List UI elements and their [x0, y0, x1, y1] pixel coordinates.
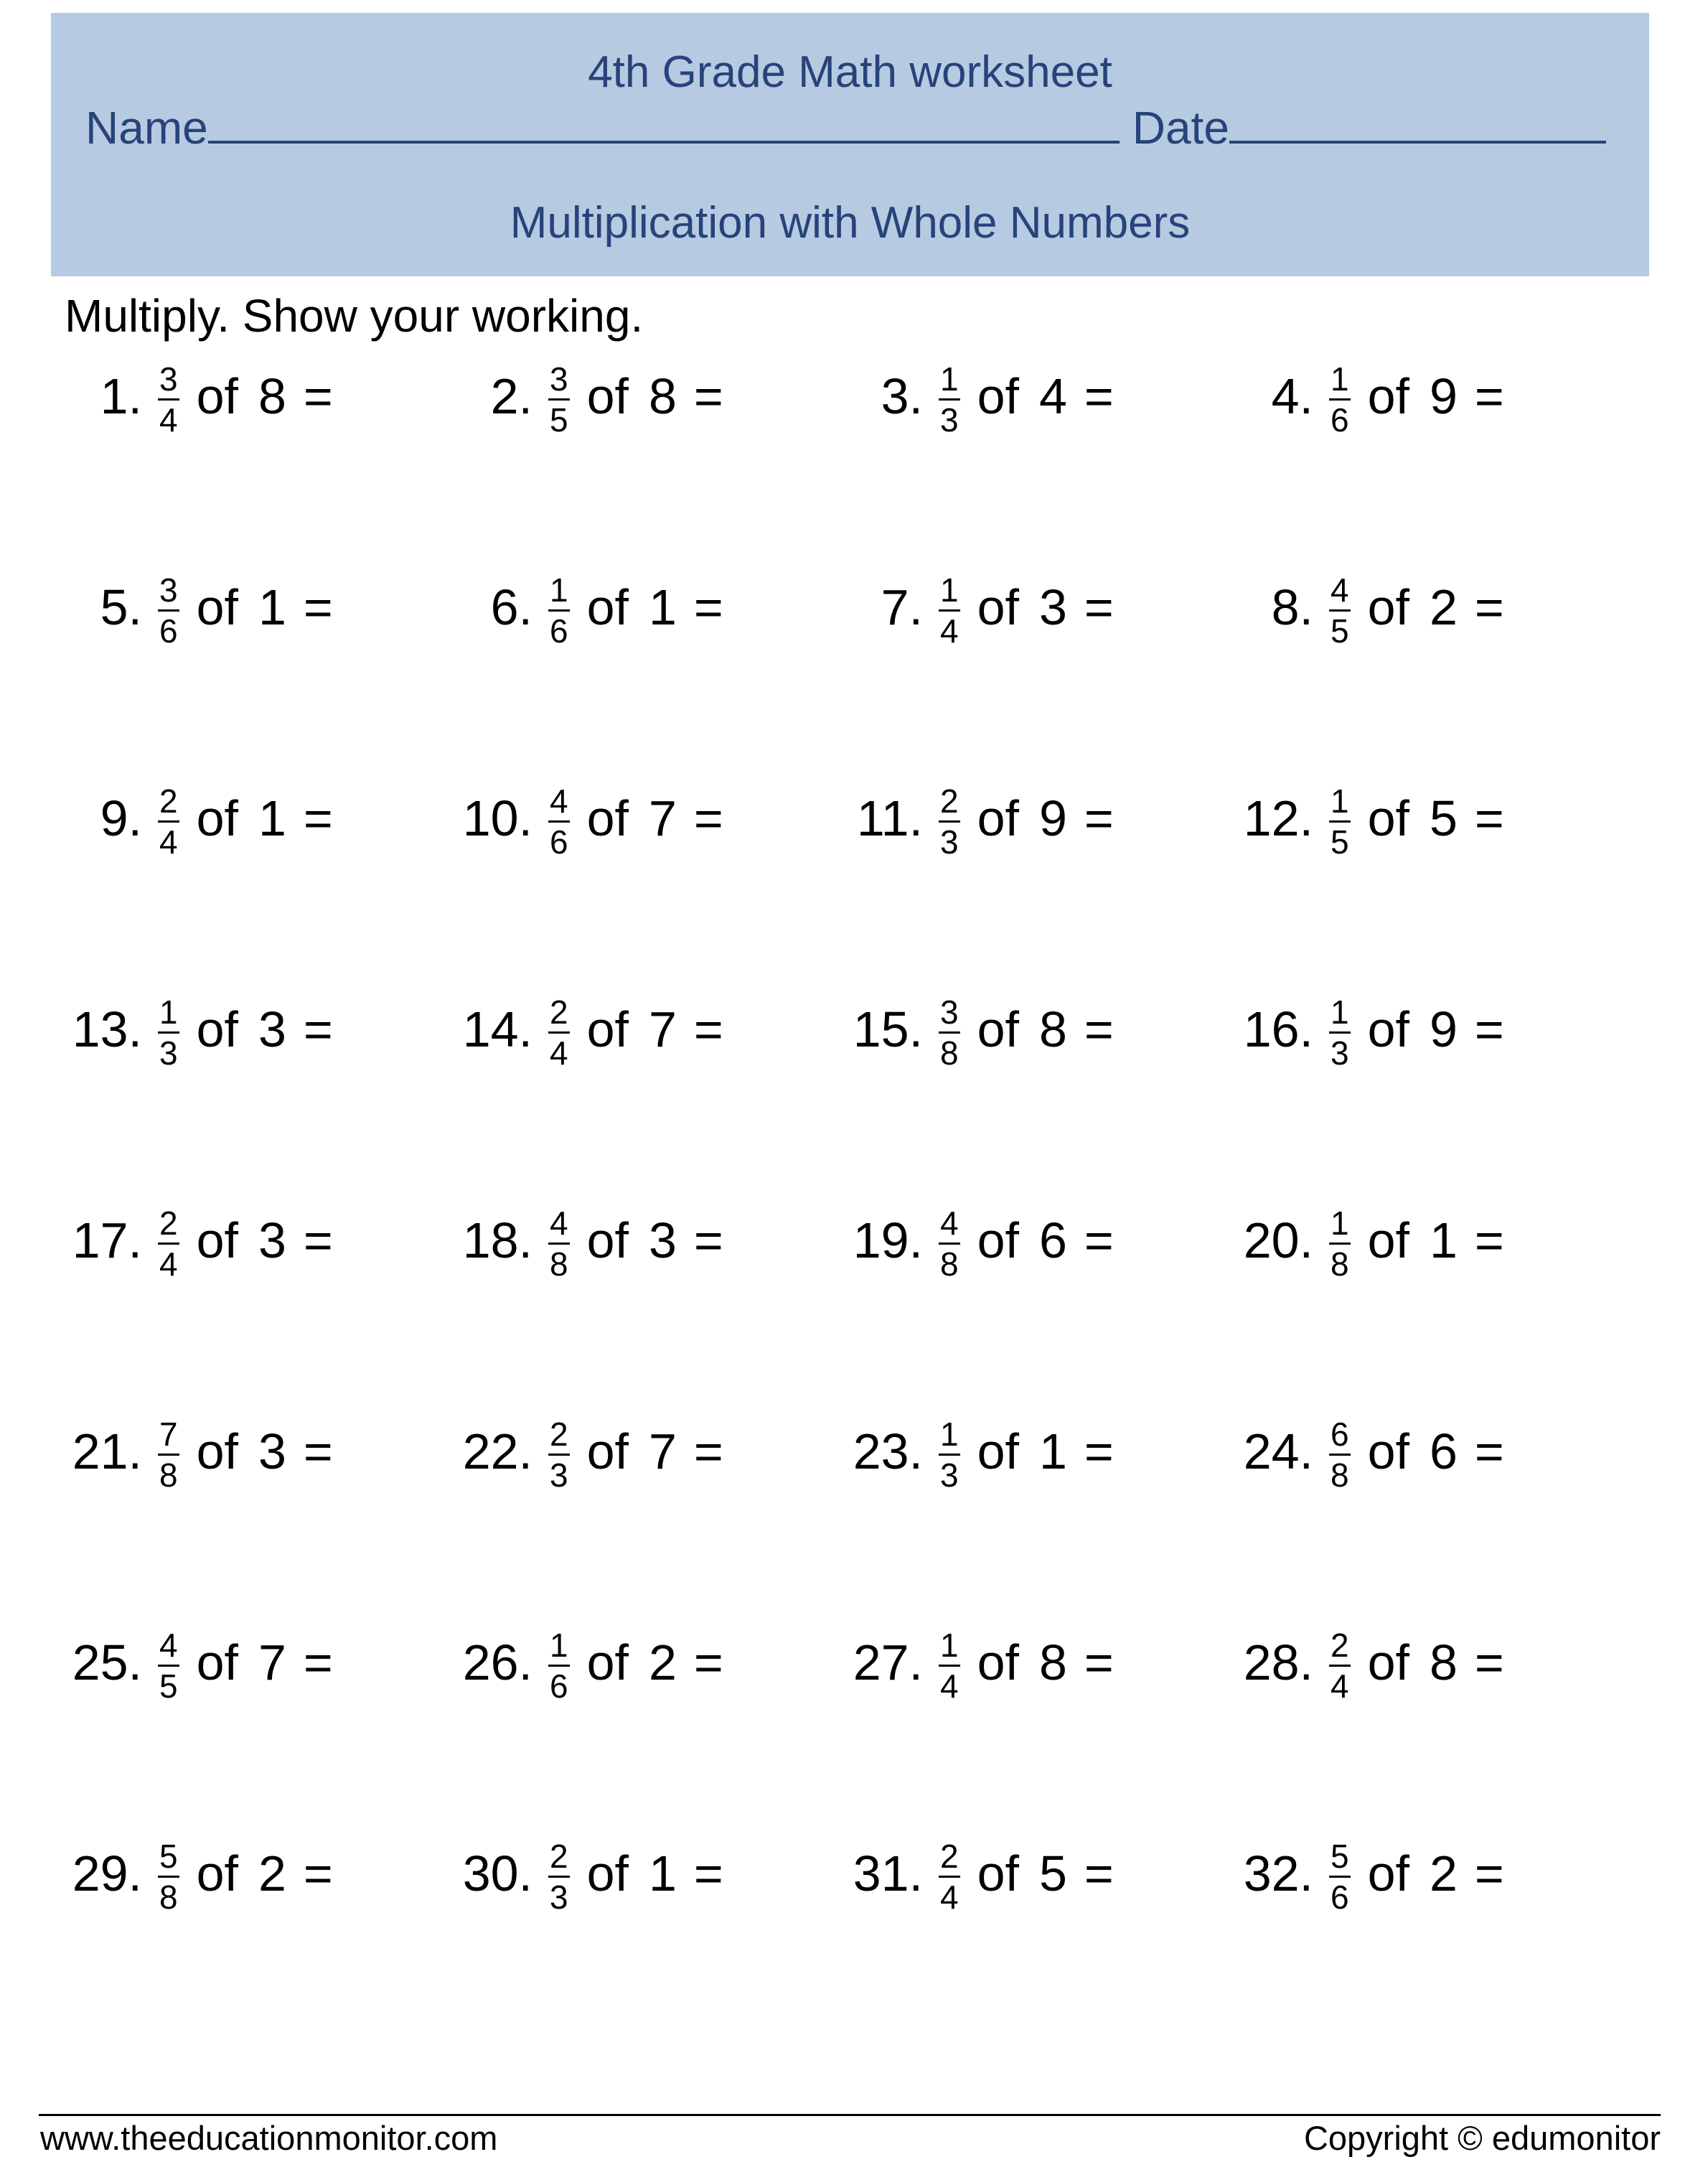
problem-number: 2. — [490, 368, 532, 424]
fraction — [156, 1840, 181, 1914]
fraction-denominator: 6 — [550, 823, 568, 861]
problem-item — [815, 1204, 1114, 1283]
whole-number: 3 — [648, 1212, 677, 1268]
fraction-numerator: 1 — [1331, 782, 1349, 820]
fraction-denominator: 5 — [1331, 823, 1349, 861]
fraction-bar — [548, 1454, 570, 1456]
whole-number: 5 — [1038, 1845, 1067, 1901]
fraction — [156, 360, 181, 439]
whole-number: 3 — [1038, 579, 1067, 635]
footer-copyright: Copyright © edumonitor — [1303, 2119, 1661, 2157]
problem-number: 6. — [490, 579, 532, 635]
fraction-numerator: 2 — [159, 782, 178, 820]
fraction-bar — [158, 1454, 179, 1456]
equals-sign: = — [693, 790, 723, 846]
problem-item — [815, 1415, 1114, 1494]
fraction-numerator: 1 — [159, 993, 178, 1031]
problem-item — [34, 1415, 333, 1494]
equals-sign: = — [1084, 790, 1114, 846]
of-word: of — [586, 1423, 629, 1479]
problem-number: 29. — [72, 1845, 142, 1901]
fraction-numerator: 1 — [940, 1627, 959, 1664]
whole-number: 9 — [1429, 368, 1458, 424]
problem-number: 8. — [1271, 579, 1313, 635]
problem-item — [815, 1627, 1114, 1705]
fraction — [1328, 1629, 1352, 1703]
fraction-denominator: 4 — [550, 1034, 568, 1072]
of-word: of — [586, 1845, 629, 1901]
date-label: Date — [1132, 102, 1229, 154]
problem-item — [815, 1838, 1114, 1916]
problem-number: 23. — [853, 1423, 923, 1479]
problem-number: 19. — [853, 1212, 923, 1268]
whole-number: 2 — [1429, 579, 1458, 635]
whole-number: 7 — [648, 1001, 677, 1057]
problem-item — [815, 782, 1114, 861]
problem-number: 13. — [72, 1001, 142, 1057]
problem-number: 25. — [72, 1634, 142, 1690]
whole-number: 9 — [1038, 790, 1067, 846]
whole-number: 1 — [1429, 1212, 1458, 1268]
fraction — [156, 993, 181, 1072]
problem-number: 11. — [856, 790, 923, 846]
problem-item — [425, 360, 723, 439]
fraction — [937, 1415, 962, 1494]
fraction-denominator: 6 — [1331, 1878, 1349, 1916]
equals-sign: = — [303, 1001, 333, 1057]
fraction-bar — [158, 609, 179, 612]
fraction-numerator: 2 — [940, 782, 959, 820]
problem-number: 24. — [1243, 1423, 1313, 1479]
equals-sign: = — [1084, 1212, 1114, 1268]
fraction-denominator: 6 — [1331, 401, 1349, 439]
fraction-denominator: 8 — [550, 1245, 568, 1283]
of-word: of — [196, 790, 238, 846]
fraction-numerator: 3 — [159, 360, 178, 398]
worksheet-title: 4th Grade Math worksheet — [588, 47, 1112, 97]
fraction-denominator: 4 — [159, 1245, 178, 1283]
fraction — [1328, 1204, 1352, 1283]
fraction-bar — [1329, 398, 1351, 401]
fraction — [547, 1204, 571, 1283]
fraction — [156, 571, 181, 650]
fraction-bar — [158, 820, 179, 823]
fraction-numerator: 2 — [940, 1838, 959, 1875]
fraction — [547, 1629, 571, 1703]
problem-number: 28. — [1243, 1634, 1313, 1690]
problem-number: 5. — [100, 579, 142, 635]
whole-number: 1 — [648, 1845, 677, 1901]
problem-item — [1206, 1838, 1504, 1916]
fraction-bar — [158, 1031, 179, 1034]
fraction-bar — [1329, 1665, 1351, 1667]
fraction-denominator: 4 — [159, 401, 178, 439]
fraction-bar — [939, 1454, 960, 1456]
equals-sign: = — [693, 579, 723, 635]
fraction-bar — [158, 1876, 179, 1878]
fraction-numerator: 1 — [940, 360, 959, 398]
fraction — [937, 1629, 962, 1703]
problem-item — [1206, 360, 1504, 439]
problem-item — [1206, 1415, 1504, 1494]
whole-number: 9 — [1429, 1001, 1458, 1057]
of-word: of — [586, 1001, 629, 1057]
problem-item — [815, 571, 1114, 650]
fraction-bar — [939, 1031, 960, 1034]
problem-number: 20. — [1243, 1212, 1313, 1268]
equals-sign: = — [1474, 368, 1504, 424]
problem-item — [34, 1838, 333, 1916]
fraction — [1328, 1840, 1352, 1914]
fraction-denominator: 8 — [1331, 1245, 1349, 1283]
equals-sign: = — [693, 1001, 723, 1057]
equals-sign: = — [693, 1423, 723, 1479]
fraction-numerator: 5 — [1331, 1838, 1349, 1875]
fraction-denominator: 3 — [1331, 1034, 1349, 1072]
fraction-denominator: 8 — [940, 1245, 959, 1283]
problem-number: 10. — [462, 790, 532, 846]
worksheet-subtitle: Multiplication with Whole Numbers — [510, 198, 1191, 248]
of-word: of — [586, 1634, 629, 1690]
problem-item — [425, 1627, 723, 1705]
problem-item — [1206, 1627, 1504, 1705]
fraction-bar — [1329, 1876, 1351, 1878]
equals-sign: = — [1084, 579, 1114, 635]
of-word: of — [977, 368, 1019, 424]
fraction-numerator: 2 — [550, 1838, 568, 1875]
fraction — [156, 1204, 181, 1283]
equals-sign: = — [303, 579, 333, 635]
fraction-numerator: 1 — [550, 571, 568, 609]
whole-number: 3 — [258, 1212, 286, 1268]
whole-number: 6 — [1038, 1212, 1067, 1268]
fraction-bar — [548, 1665, 570, 1667]
problem-item — [425, 571, 723, 650]
problem-item — [1206, 1204, 1504, 1283]
problem-item — [34, 1204, 333, 1283]
fraction-numerator: 1 — [1331, 993, 1349, 1031]
equals-sign: = — [693, 1634, 723, 1690]
fraction-bar — [158, 398, 179, 401]
problem-item — [425, 1204, 723, 1283]
footer-divider — [39, 2114, 1661, 2116]
fraction-denominator: 3 — [940, 1456, 959, 1494]
whole-number: 2 — [1429, 1845, 1458, 1901]
problem-item — [815, 993, 1114, 1072]
problem-number: 22. — [462, 1423, 532, 1479]
problem-number: 21. — [72, 1423, 142, 1479]
equals-sign: = — [1084, 1423, 1114, 1479]
of-word: of — [1367, 579, 1409, 635]
equals-sign: = — [1084, 1001, 1114, 1057]
fraction-numerator: 2 — [159, 1204, 178, 1242]
fraction-numerator: 1 — [550, 1627, 568, 1664]
fraction-numerator: 4 — [550, 782, 568, 820]
whole-number: 4 — [1038, 368, 1067, 424]
of-word: of — [1367, 1845, 1409, 1901]
problem-number: 16. — [1243, 1001, 1313, 1057]
fraction-denominator: 4 — [940, 1878, 959, 1916]
fraction-numerator: 2 — [550, 993, 568, 1031]
fraction-denominator: 3 — [940, 823, 959, 861]
equals-sign: = — [1084, 368, 1114, 424]
fraction-bar — [1329, 1031, 1351, 1034]
equals-sign: = — [1474, 1845, 1504, 1901]
fraction-bar — [158, 1665, 179, 1667]
fraction-bar — [939, 1665, 960, 1667]
problem-item — [1206, 993, 1504, 1072]
fraction-denominator: 3 — [550, 1878, 568, 1916]
problem-item — [1206, 571, 1504, 650]
whole-number: 2 — [648, 1634, 677, 1690]
fraction-bar — [548, 1876, 570, 1878]
fraction-denominator: 8 — [159, 1878, 178, 1916]
whole-number: 8 — [648, 368, 677, 424]
problem-number: 12. — [1243, 790, 1313, 846]
whole-number: 7 — [648, 790, 677, 846]
fraction — [1328, 1415, 1352, 1494]
whole-number: 1 — [648, 579, 677, 635]
of-word: of — [196, 579, 238, 635]
fraction-numerator: 1 — [940, 1415, 959, 1453]
fraction — [937, 1204, 962, 1283]
fraction — [1328, 360, 1352, 439]
fraction — [937, 782, 962, 861]
whole-number: 6 — [1429, 1423, 1458, 1479]
fraction-numerator: 4 — [1331, 571, 1349, 609]
problem-number: 9. — [100, 790, 142, 846]
of-word: of — [1367, 1212, 1409, 1268]
problem-number: 17. — [72, 1212, 142, 1268]
fraction-denominator: 6 — [159, 612, 178, 650]
fraction — [547, 571, 571, 650]
equals-sign: = — [1474, 1634, 1504, 1690]
fraction-bar — [1329, 820, 1351, 823]
equals-sign: = — [303, 1845, 333, 1901]
problem-item — [425, 782, 723, 861]
whole-number: 2 — [258, 1845, 286, 1901]
equals-sign: = — [1474, 1001, 1504, 1057]
problem-number: 1. — [100, 368, 142, 424]
fraction-denominator: 5 — [159, 1667, 178, 1705]
problem-item — [425, 993, 723, 1072]
fraction-denominator: 6 — [550, 612, 568, 650]
of-word: of — [977, 1212, 1019, 1268]
whole-number: 1 — [258, 579, 286, 635]
of-word: of — [196, 1634, 238, 1690]
fraction-numerator: 3 — [550, 360, 568, 398]
problem-item — [1206, 782, 1504, 861]
fraction-bar — [548, 1031, 570, 1034]
of-word: of — [196, 1845, 238, 1901]
of-word: of — [1367, 368, 1409, 424]
problem-item — [34, 571, 333, 650]
fraction-bar — [548, 609, 570, 612]
of-word: of — [196, 368, 238, 424]
fraction — [1328, 782, 1352, 861]
problem-number: 31. — [853, 1845, 923, 1901]
fraction — [156, 1415, 181, 1494]
fraction-bar — [939, 609, 960, 612]
problem-number: 15. — [853, 1001, 923, 1057]
equals-sign: = — [1474, 579, 1504, 635]
fraction-denominator: 8 — [159, 1456, 178, 1494]
equals-sign: = — [693, 1212, 723, 1268]
fraction — [547, 993, 571, 1072]
of-word: of — [977, 1423, 1019, 1479]
fraction-bar — [939, 1876, 960, 1878]
problem-number: 7. — [881, 579, 923, 635]
problem-number: 4. — [1271, 368, 1313, 424]
fraction-numerator: 1 — [1331, 360, 1349, 398]
whole-number: 3 — [258, 1423, 286, 1479]
equals-sign: = — [303, 368, 333, 424]
fraction-bar — [939, 1243, 960, 1245]
fraction-bar — [939, 820, 960, 823]
problem-item — [34, 782, 333, 861]
problem-number: 26. — [462, 1634, 532, 1690]
of-word: of — [977, 1634, 1019, 1690]
of-word: of — [196, 1001, 238, 1057]
of-word: of — [1367, 1634, 1409, 1690]
fraction-numerator: 3 — [940, 993, 959, 1031]
fraction — [547, 782, 571, 861]
equals-sign: = — [1084, 1634, 1114, 1690]
problem-item — [815, 360, 1114, 439]
fraction — [156, 782, 181, 861]
fraction — [1328, 571, 1352, 650]
fraction-numerator: 4 — [550, 1204, 568, 1242]
of-word: of — [196, 1423, 238, 1479]
fraction-numerator: 2 — [1331, 1627, 1349, 1664]
fraction-bar — [548, 398, 570, 401]
problem-item — [34, 993, 333, 1072]
problem-item — [34, 360, 333, 439]
of-word: of — [1367, 1001, 1409, 1057]
problem-number: 18. — [462, 1212, 532, 1268]
fraction-numerator: 1 — [1331, 1204, 1349, 1242]
whole-number: 7 — [258, 1634, 286, 1690]
fraction-bar — [1329, 1454, 1351, 1456]
of-word: of — [586, 579, 629, 635]
whole-number: 8 — [1038, 1001, 1067, 1057]
fraction-denominator: 4 — [159, 823, 178, 861]
problem-number: 32. — [1243, 1845, 1313, 1901]
equals-sign: = — [693, 368, 723, 424]
of-word: of — [977, 790, 1019, 846]
problem-item — [34, 1627, 333, 1705]
fraction-denominator: 6 — [550, 1667, 568, 1705]
footer-website: www.theeducationmonitor.com — [40, 2119, 498, 2157]
fraction — [547, 1415, 571, 1494]
fraction-numerator: 4 — [940, 1204, 959, 1242]
fraction-denominator: 3 — [159, 1034, 178, 1072]
of-word: of — [977, 1001, 1019, 1057]
problem-number: 14. — [462, 1001, 532, 1057]
fraction-denominator: 3 — [550, 1456, 568, 1494]
equals-sign: = — [303, 1212, 333, 1268]
whole-number: 7 — [648, 1423, 677, 1479]
fraction-bar — [548, 1243, 570, 1245]
of-word: of — [196, 1212, 238, 1268]
fraction — [547, 1840, 571, 1914]
fraction-bar — [1329, 609, 1351, 612]
problem-item — [425, 1415, 723, 1494]
fraction-denominator: 5 — [1331, 612, 1349, 650]
fraction-numerator: 2 — [550, 1415, 568, 1453]
problem-number: 30. — [462, 1845, 532, 1901]
problem-number: 27. — [853, 1634, 923, 1690]
equals-sign: = — [303, 1634, 333, 1690]
instructions-text: Multiply. Show your working. — [65, 290, 644, 342]
fraction — [937, 571, 962, 650]
of-word: of — [586, 368, 629, 424]
name-label: Name — [85, 102, 208, 154]
fraction-bar — [548, 820, 570, 823]
of-word: of — [977, 579, 1019, 635]
fraction-denominator: 4 — [940, 612, 959, 650]
of-word: of — [586, 1212, 629, 1268]
whole-number: 3 — [258, 1001, 286, 1057]
whole-number: 1 — [258, 790, 286, 846]
whole-number: 8 — [1429, 1634, 1458, 1690]
equals-sign: = — [303, 790, 333, 846]
fraction-denominator: 8 — [1331, 1456, 1349, 1494]
whole-number: 1 — [1038, 1423, 1067, 1479]
fraction-denominator: 4 — [940, 1667, 959, 1705]
whole-number: 8 — [258, 368, 286, 424]
fraction-denominator: 3 — [940, 401, 959, 439]
equals-sign: = — [693, 1845, 723, 1901]
fraction-numerator: 6 — [1331, 1415, 1349, 1453]
of-word: of — [1367, 790, 1409, 846]
problem-item — [425, 1838, 723, 1916]
fraction-numerator: 5 — [159, 1838, 178, 1875]
fraction-denominator: 4 — [1331, 1667, 1349, 1705]
fraction-numerator: 3 — [159, 571, 178, 609]
equals-sign: = — [1474, 790, 1504, 846]
whole-number: 5 — [1429, 790, 1458, 846]
fraction-bar — [158, 1243, 179, 1245]
fraction — [937, 1840, 962, 1914]
of-word: of — [586, 790, 629, 846]
equals-sign: = — [303, 1423, 333, 1479]
whole-number: 8 — [1038, 1634, 1067, 1690]
problem-number: 3. — [881, 368, 923, 424]
equals-sign: = — [1474, 1423, 1504, 1479]
fraction — [156, 1629, 181, 1703]
fraction-numerator: 1 — [940, 571, 959, 609]
fraction — [937, 993, 962, 1072]
equals-sign: = — [1474, 1212, 1504, 1268]
fraction-bar — [939, 398, 960, 401]
of-word: of — [1367, 1423, 1409, 1479]
fraction-numerator: 7 — [159, 1415, 178, 1453]
fraction-denominator: 5 — [550, 401, 568, 439]
fraction-bar — [1329, 1243, 1351, 1245]
fraction-numerator: 4 — [159, 1627, 178, 1664]
of-word: of — [977, 1845, 1019, 1901]
fraction-denominator: 8 — [940, 1034, 959, 1072]
fraction — [1328, 993, 1352, 1072]
fraction — [937, 360, 962, 439]
fraction — [547, 360, 571, 439]
equals-sign: = — [1084, 1845, 1114, 1901]
